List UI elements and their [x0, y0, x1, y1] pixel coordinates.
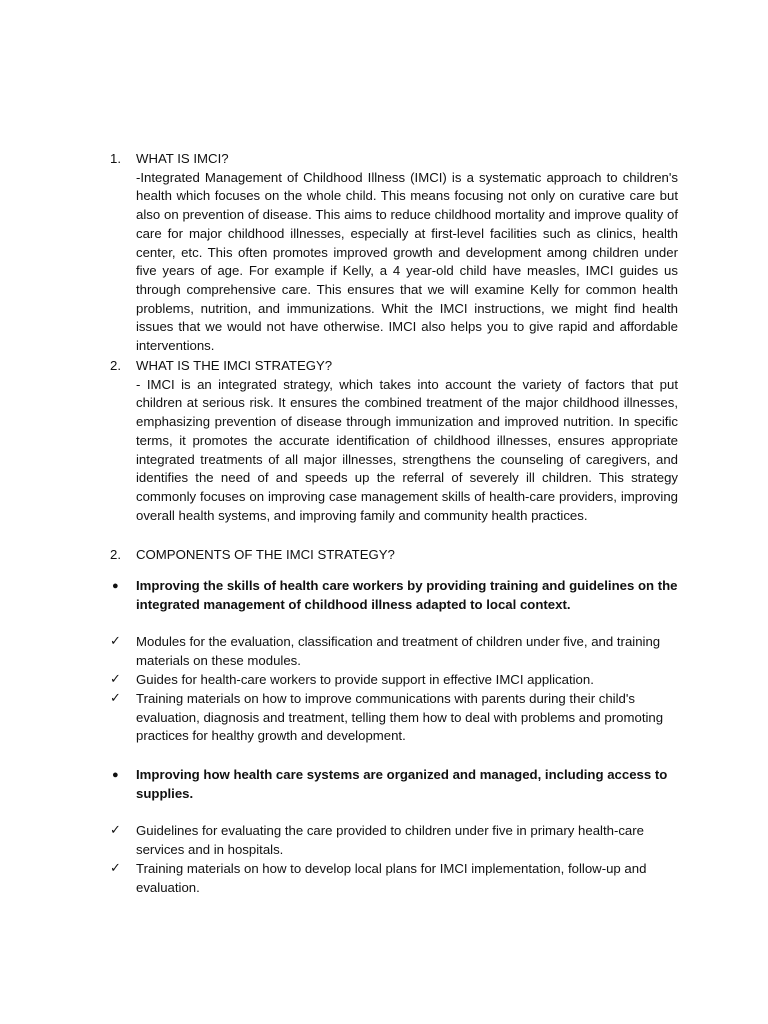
- component-bullet: [110, 766, 678, 803]
- section-body: -Integrated Management of Childhood Illness (IMCI) is a systematic approach to children's health which focuses on the whole child. This means focusing not only on curative care but also on prevention of disease. This aims to reduce childhood mortality and improve quality of care for major childhood illnesses, especially at first-level facilities such as clinics, health center, etc. This often promotes improved growth and development among children under five years of age. For example if Kelly, a 4 year-old child have measles, IMCI guides us through comprehensive care. This ensures that we will examine Kelly for common health problems, nutrition, and immunizations. Whit the IMCI instructions, we might find health issues that we would not have otherwise. IMCI also helps you to give rapid and affordable interventions.: [136, 169, 678, 354]
- check-item: [110, 822, 678, 859]
- section-title: WHAT IS THE IMCI STRATEGY?: [136, 358, 333, 373]
- section-what-is-imci: [110, 150, 678, 356]
- check-item-text: Guides for health-care workers to provide support in effective IMCI application.: [136, 672, 594, 687]
- checkmark-icon: ✓: [110, 634, 121, 649]
- check-item: [110, 860, 678, 897]
- checkmark-icon: ✓: [110, 672, 121, 687]
- checkmark-icon: ✓: [110, 823, 121, 838]
- check-item-text: Training materials on how to develop local plans for IMCI implementation, follow-up and evaluation.: [136, 861, 647, 895]
- check-item-text: Guidelines for evaluating the care provided to children under five in primary health-care services and in hospitals.: [136, 823, 644, 857]
- checkmark-icon: ✓: [110, 861, 121, 876]
- check-item: [110, 633, 678, 670]
- section-components: [110, 546, 678, 565]
- check-item: [110, 671, 678, 690]
- component-heading: Improving how health care systems are organized and managed, including access to supplies.: [136, 767, 668, 801]
- component-heading: Improving the skills of health care workers by providing training and guidelines on the integrated management of childhood illness adapted to local context.: [136, 578, 678, 612]
- section-body: - IMCI is an integrated strategy, which takes into account the variety of factors that put children at serious risk. It ensures the combined treatment of the major childhood illnesses, emphasizing prevention of disease through immunization and improved nutrition. In specific terms, it promotes the accurate identification of childhood illnesses, ensures appropriate integrated treatments of all major illnesses, strengthens the counseling of caregivers, and identifies the need of and speeds up the referral of severely ill children. This strategy commonly focuses on improving case management skills of health-care providers, improving overall health systems, and improving family and community health practices.: [136, 376, 678, 523]
- section-title: COMPONENTS OF THE IMCI STRATEGY?: [136, 547, 395, 562]
- list-number: 1.: [110, 151, 121, 166]
- bullet-icon: ●: [112, 580, 119, 592]
- check-item-text: Modules for the evaluation, classification and treatment of children under five, and training materials on these modules.: [136, 634, 661, 668]
- checkmark-icon: ✓: [110, 691, 121, 706]
- check-item: [110, 690, 678, 746]
- check-item-text: Training materials on how to improve communications with parents during their child's evaluation, diagnosis and treatment, telling them how to deal with problems and promoting practices for healthy growth and development.: [136, 691, 664, 744]
- section-imci-strategy: [110, 357, 678, 525]
- list-number: 2.: [110, 358, 121, 373]
- component-bullet: [110, 577, 678, 614]
- section-title: WHAT IS IMCI?: [136, 151, 229, 166]
- list-number: 2.: [110, 547, 121, 562]
- bullet-icon: ●: [112, 769, 119, 781]
